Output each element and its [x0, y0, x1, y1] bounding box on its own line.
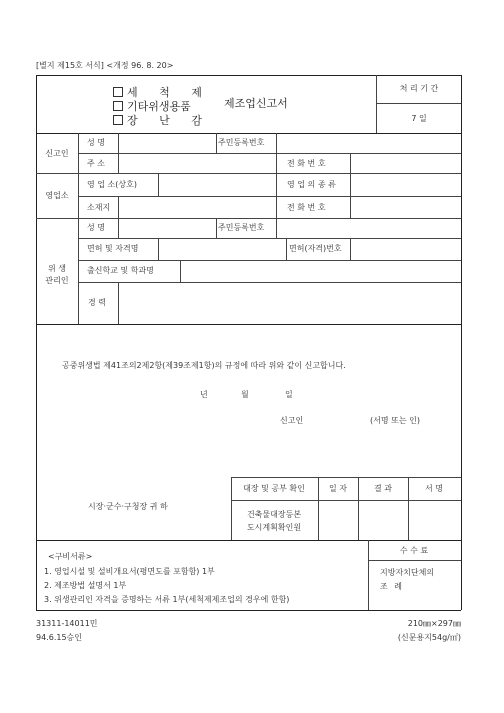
frame-right — [461, 75, 462, 610]
frame-left — [36, 75, 37, 610]
title-option-1[interactable]: 세 척 제 — [113, 84, 211, 98]
manager-name-field[interactable] — [119, 219, 215, 237]
frame-top — [36, 75, 461, 76]
label-manager-name: 성 명 — [87, 223, 105, 232]
label-school: 출신학교 및 학과명 — [87, 266, 154, 275]
footer-approval: 94.6.15승인 — [36, 633, 82, 642]
date-month: 월 — [241, 390, 249, 399]
fee-label: 수 수 료 — [399, 546, 429, 555]
date-day: 일 — [285, 390, 293, 399]
section-business: 영업소 — [45, 191, 69, 200]
check-item-urban: 도시계획확인원 — [246, 523, 302, 532]
attachment-item-2: 2. 제조방법 설명서 1부 — [44, 581, 127, 590]
signer-label: 신고인 — [280, 416, 304, 425]
label-address: 주 소 — [87, 159, 105, 168]
attachment-item-1: 1. 영업시설 및 설비개요서(평면도를 포함함) 1부 — [44, 567, 215, 576]
checkbox-icon[interactable] — [113, 115, 123, 125]
address-field[interactable] — [119, 154, 275, 172]
section-applicant: 신고인 — [45, 149, 69, 158]
title-options — [113, 84, 211, 126]
check-header-date: 일 자 — [329, 484, 347, 493]
school-field[interactable] — [181, 261, 460, 281]
fee-line-2: 조 례 — [380, 582, 404, 591]
page-title: 제조업신고서 — [224, 97, 288, 110]
date-year: 년 — [200, 390, 208, 399]
label-business-type: 영 업 의 종 류 — [287, 180, 336, 189]
license-no-field[interactable] — [351, 239, 460, 259]
label-manager-resident-no: 주민등록번호 — [218, 223, 265, 232]
declaration-text: 공중위생법 제41조의2제2항(제39조제1항)의 규정에 따라 위와 같이 신고합니다. — [62, 361, 346, 370]
label-career: 경 력 — [88, 298, 106, 307]
processing-value: 7 일 — [411, 114, 427, 123]
fee-line-1: 지방자치단체의 — [380, 568, 435, 577]
attachment-item-3: 3. 위생관리인 자격을 증명하는 서류 1부(세척제제조업의 경우에 한함) — [44, 595, 290, 604]
title-option-3[interactable]: 장 난 감 — [113, 112, 211, 126]
check-item-building: 건축물대장등본 — [246, 510, 302, 519]
label-license-no: 면허(자격)번호 — [289, 244, 342, 253]
label-phone: 전 화 번 호 — [287, 159, 326, 168]
section-hygiene-manager: 위 생 관리인 — [45, 264, 69, 285]
checkbox-icon[interactable] — [113, 87, 123, 97]
business-name-field[interactable] — [159, 174, 275, 195]
frame-bottom — [36, 610, 461, 611]
license-field[interactable] — [159, 239, 285, 259]
manager-resident-no-field[interactable] — [277, 219, 460, 237]
label-name: 성 명 — [87, 138, 105, 147]
label-business-phone: 전 화 번 호 — [287, 203, 326, 212]
location-field[interactable] — [119, 197, 275, 217]
title-option-2[interactable]: 기타위생용품 — [113, 98, 211, 112]
check-header-result: 결 과 — [374, 484, 392, 493]
footer-code: 31311-14011민 — [36, 619, 98, 628]
career-field[interactable] — [119, 283, 460, 323]
business-phone-field[interactable] — [351, 197, 460, 217]
check-header-sign: 서 명 — [425, 484, 443, 493]
processing-label: 처 리 기 간 — [399, 84, 439, 93]
label-location: 소재지 — [87, 203, 111, 212]
form-header: [별지 제15호 서식] <개정 96. 8. 20> — [36, 61, 174, 70]
check-header-ledger: 대장 및 공부 확인 — [243, 484, 305, 493]
signer-sign: (서명 또는 인) — [370, 416, 420, 425]
business-type-field[interactable] — [351, 174, 460, 195]
footer-paper: (신문용지54g/㎡) — [397, 633, 461, 642]
name-field[interactable] — [119, 134, 215, 152]
checkbox-icon[interactable] — [113, 101, 123, 111]
label-business-name: 영 업 소(상호) — [87, 180, 137, 189]
phone-field[interactable] — [351, 154, 460, 172]
label-resident-no: 주민등록번호 — [218, 138, 265, 147]
footer-size: 210㎜×297㎜ — [407, 619, 461, 628]
label-license: 면허 및 자격명 — [87, 244, 139, 253]
recipient: 시장·군수·구청장 귀 하 — [88, 502, 168, 511]
attachments-title: <구비서류> — [48, 552, 93, 561]
resident-no-field[interactable] — [277, 134, 460, 152]
